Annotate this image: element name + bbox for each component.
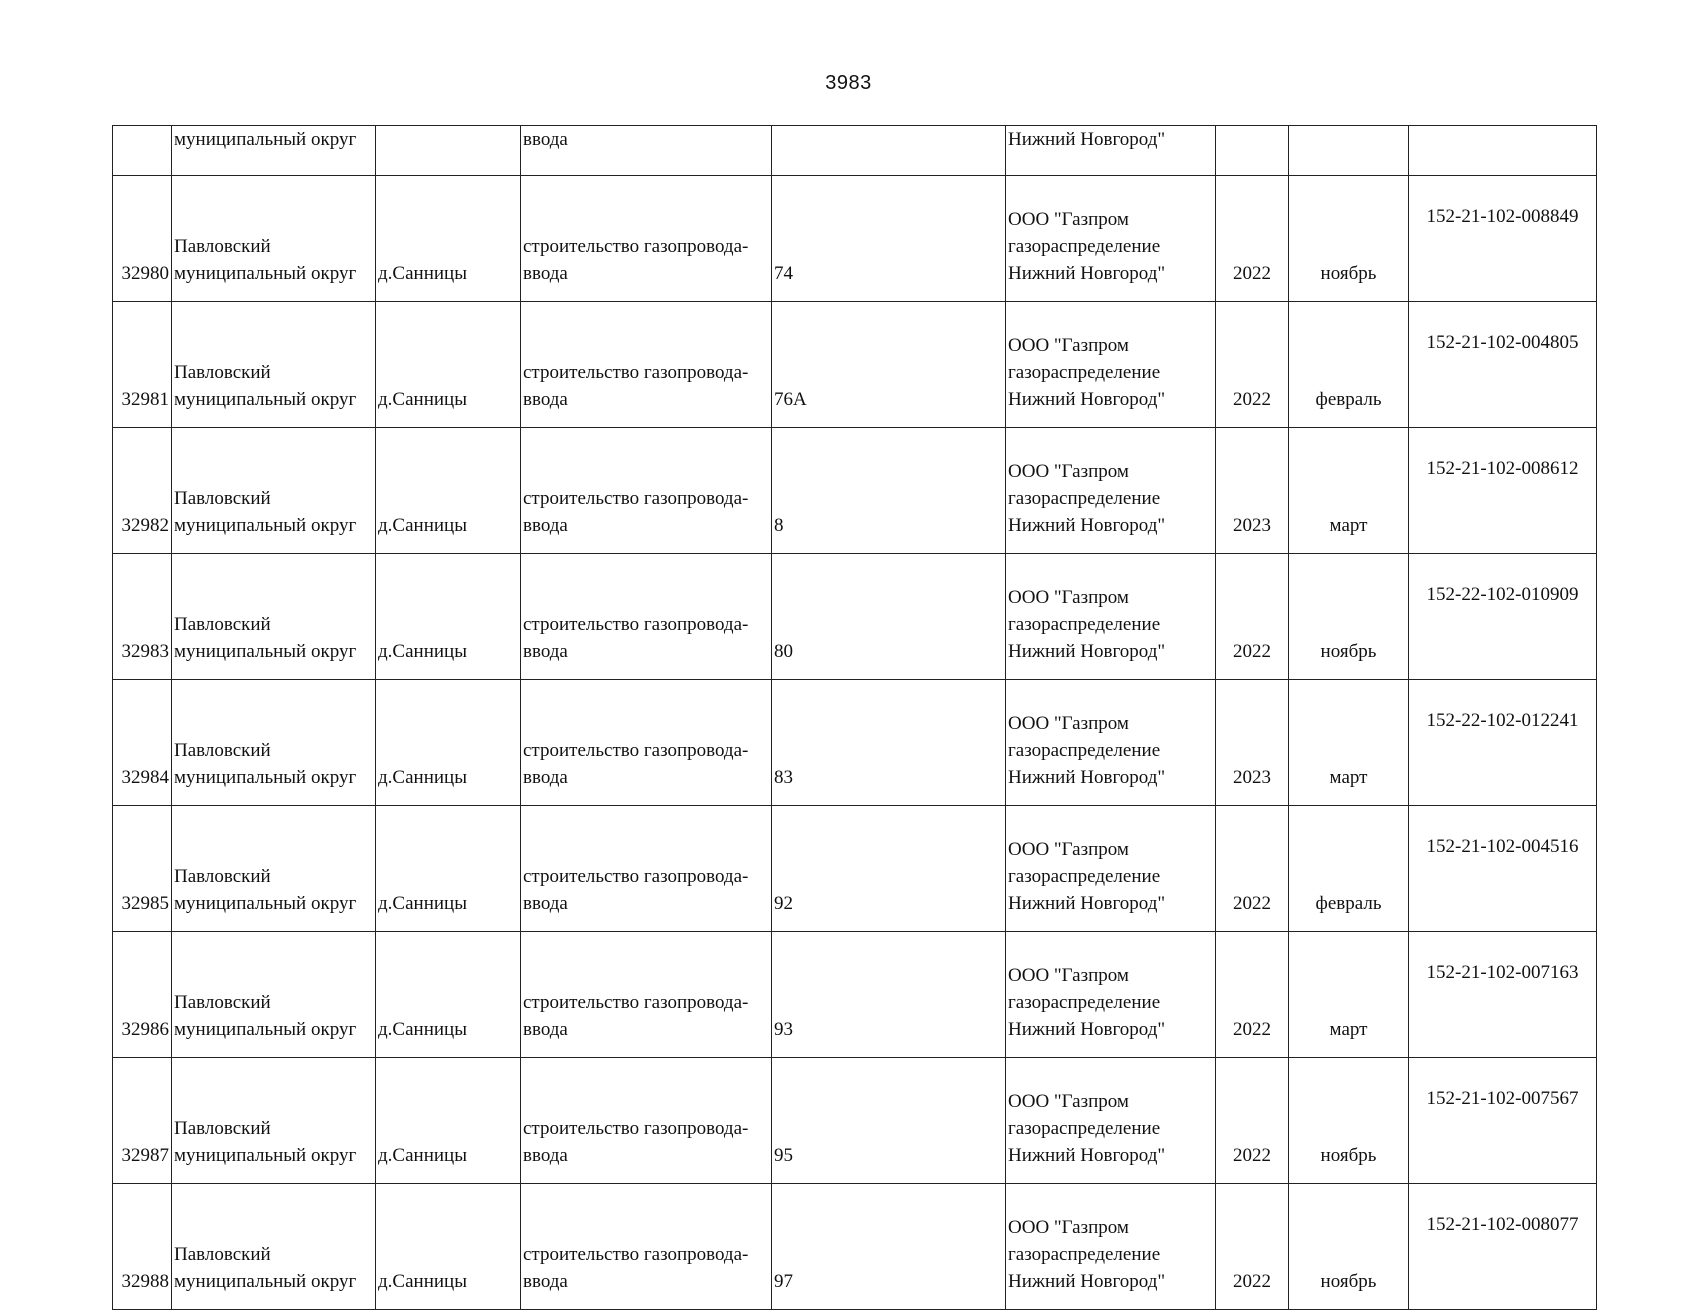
cell-code: 152-22-102-010909 [1409,554,1597,680]
cell-district [172,176,376,302]
cell-house: 8 [772,428,1006,554]
cell-num: 32986 [113,932,172,1058]
cell-work [521,554,772,680]
cell-month: март [1289,680,1409,806]
cell-work-line: ввода [523,893,568,914]
cell-org-line: ООО "Газпром [1008,965,1129,986]
cell-month: ноябрь [1289,1184,1409,1310]
cell-district-line: Павловский [174,866,271,887]
cell-locality: д.Санницы [376,302,521,428]
cell-year: 2022 [1216,806,1289,932]
cell-org-line: газораспределение [1008,236,1161,257]
cell-year: 2023 [1216,428,1289,554]
cell-work-line: ввода [523,515,568,536]
cell-org-line: ООО "Газпром [1008,461,1129,482]
cell-work [521,932,772,1058]
cell-work-line: ввода [523,1019,568,1040]
cell-work: ввода [521,126,772,176]
table-row [113,1058,1597,1184]
table-body [113,126,1597,1310]
cell-district [172,1058,376,1184]
cell-district-line: муниципальный округ [174,263,357,284]
cell-org-line: Нижний Новгород" [1008,1271,1166,1292]
cell-house: 80 [772,554,1006,680]
cell-org-line: ООО "Газпром [1008,1217,1129,1238]
cell-num [113,126,172,176]
cell-year: 2022 [1216,1184,1289,1310]
cell-code: 152-21-102-007163 [1409,932,1597,1058]
cell-org-line: газораспределение [1008,1118,1161,1139]
cell-work-line: ввода [523,1145,568,1166]
cell-work [521,1184,772,1310]
cell-month [1289,126,1409,176]
cell-month: ноябрь [1289,1058,1409,1184]
cell-code: 152-22-102-012241 [1409,680,1597,806]
cell-org [1006,302,1216,428]
cell-code [1409,126,1597,176]
cell-org-line: Нижний Новгород" [1008,515,1166,536]
cell-code: 152-21-102-004805 [1409,302,1597,428]
cell-num: 32983 [113,554,172,680]
cell-house: 95 [772,1058,1006,1184]
cell-district-line: муниципальный округ [174,767,357,788]
cell-org-line: газораспределение [1008,614,1161,635]
cell-locality: д.Санницы [376,932,521,1058]
cell-district-line: муниципальный округ [174,1271,357,1292]
cell-month: ноябрь [1289,176,1409,302]
cell-locality: д.Санницы [376,806,521,932]
cell-work-line: ввода [523,641,568,662]
cell-org [1006,428,1216,554]
cell-work-line: строительство газопровода- [523,1118,749,1139]
page-number: 3983 [825,72,872,94]
cell-code: 152-21-102-004516 [1409,806,1597,932]
cell-district [172,428,376,554]
cell-num: 32980 [113,176,172,302]
cell-district-line: Павловский [174,614,271,635]
cell-work-line: строительство газопровода- [523,236,749,257]
cell-year: 2022 [1216,176,1289,302]
cell-org-line: ООО "Газпром [1008,1091,1129,1112]
cell-code: 152-21-102-008612 [1409,428,1597,554]
cell-org-line: ООО "Газпром [1008,335,1129,356]
cell-org-line: Нижний Новгород" [1008,1019,1166,1040]
cell-district [172,302,376,428]
cell-org-line: Нижний Новгород" [1008,1145,1166,1166]
table-row [113,554,1597,680]
cell-month: март [1289,932,1409,1058]
cell-code: 152-21-102-008077 [1409,1184,1597,1310]
cell-org [1006,1184,1216,1310]
cell-district-line: муниципальный округ [174,389,357,410]
cell-num: 32985 [113,806,172,932]
cell-house [772,126,1006,176]
cell-org-line: газораспределение [1008,1244,1161,1265]
cell-year [1216,126,1289,176]
cell-org-line: ООО "Газпром [1008,839,1129,860]
cell-work-line: ввода [523,767,568,788]
cell-org-line: ООО "Газпром [1008,587,1129,608]
cell-district-line: муниципальный округ [174,1145,357,1166]
cell-district [172,1184,376,1310]
cell-work-line: строительство газопровода- [523,614,749,635]
cell-org-line: газораспределение [1008,362,1161,383]
cell-work-line: строительство газопровода- [523,866,749,887]
cell-district-line: муниципальный округ [174,641,357,662]
cell-org: Нижний Новгород" [1006,126,1216,176]
cell-org [1006,176,1216,302]
cell-district [172,680,376,806]
cell-locality: д.Санницы [376,680,521,806]
cell-org-line: Нижний Новгород" [1008,263,1166,284]
cell-org-line: Нижний Новгород" [1008,893,1166,914]
cell-work [521,428,772,554]
cell-org [1006,1058,1216,1184]
cell-org [1006,680,1216,806]
cell-org-line: ООО "Газпром [1008,209,1129,230]
cell-month: февраль [1289,806,1409,932]
cell-work-line: строительство газопровода- [523,1244,749,1265]
cell-locality: д.Санницы [376,1184,521,1310]
cell-org [1006,554,1216,680]
cell-work-line: строительство газопровода- [523,488,749,509]
cell-work [521,806,772,932]
cell-locality [376,126,521,176]
cell-num: 32987 [113,1058,172,1184]
cell-district-line: муниципальный округ [174,893,357,914]
cell-district [172,932,376,1058]
cell-num: 32984 [113,680,172,806]
cell-district [172,554,376,680]
table-row [113,680,1597,806]
table-row [113,428,1597,554]
cell-district-line: Павловский [174,488,271,509]
cell-house: 92 [772,806,1006,932]
cell-locality: д.Санницы [376,1058,521,1184]
cell-year: 2022 [1216,1058,1289,1184]
cell-house: 74 [772,176,1006,302]
cell-month: март [1289,428,1409,554]
cell-work [521,680,772,806]
cell-org-line: ООО "Газпром [1008,713,1129,734]
cell-year: 2022 [1216,554,1289,680]
table-row [113,806,1597,932]
cell-org-line: газораспределение [1008,992,1161,1013]
cell-district-line: Павловский [174,740,271,761]
cell-year: 2022 [1216,932,1289,1058]
cell-district: муниципальный округ [172,126,376,176]
table-row [113,302,1597,428]
cell-org-line: газораспределение [1008,866,1161,887]
cell-num: 32981 [113,302,172,428]
cell-district-line: Павловский [174,1118,271,1139]
cell-work-line: строительство газопровода- [523,992,749,1013]
cell-org [1006,806,1216,932]
cell-house: 83 [772,680,1006,806]
table-row [113,932,1597,1058]
cell-house: 97 [772,1184,1006,1310]
cell-work-line: строительство газопровода- [523,740,749,761]
cell-num: 32988 [113,1184,172,1310]
cell-district-line: Павловский [174,992,271,1013]
cell-code: 152-21-102-007567 [1409,1058,1597,1184]
cell-year: 2022 [1216,302,1289,428]
cell-district-line: Павловский [174,1244,271,1265]
table-row [113,176,1597,302]
cell-work [521,302,772,428]
cell-org-line: газораспределение [1008,488,1161,509]
cell-work-line: ввода [523,263,568,284]
cell-org [1006,932,1216,1058]
table-row-continuation [113,126,1597,176]
cell-house: 76А [772,302,1006,428]
cell-work-line: строительство газопровода- [523,362,749,383]
cell-num: 32982 [113,428,172,554]
cell-district-line: Павловский [174,362,271,383]
cell-locality: д.Санницы [376,428,521,554]
cell-org-line: Нижний Новгород" [1008,641,1166,662]
cell-month: февраль [1289,302,1409,428]
cell-month: ноябрь [1289,554,1409,680]
registry-table [112,125,1597,1310]
cell-work-line: ввода [523,389,568,410]
cell-locality: д.Санницы [376,176,521,302]
cell-org-line: Нижний Новгород" [1008,389,1166,410]
cell-house: 93 [772,932,1006,1058]
cell-locality: д.Санницы [376,554,521,680]
cell-work [521,1058,772,1184]
cell-district-line: муниципальный округ [174,515,357,536]
cell-district-line: Павловский [174,236,271,257]
cell-work [521,176,772,302]
cell-org-line: Нижний Новгород" [1008,767,1166,788]
cell-district [172,806,376,932]
cell-code: 152-21-102-008849 [1409,176,1597,302]
cell-district-line: муниципальный округ [174,1019,357,1040]
cell-org-line: газораспределение [1008,740,1161,761]
table-row [113,1184,1597,1310]
cell-year: 2023 [1216,680,1289,806]
cell-work-line: ввода [523,1271,568,1292]
